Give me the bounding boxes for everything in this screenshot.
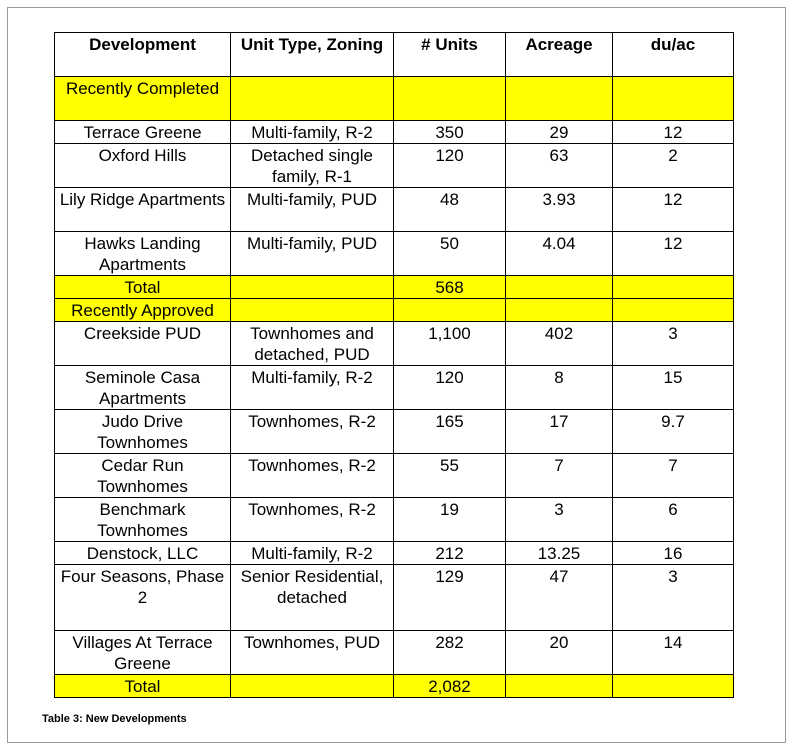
cell-unit-type: Townhomes, R-2 bbox=[231, 498, 394, 542]
table-row bbox=[55, 322, 734, 366]
cell-du-ac: 3 bbox=[613, 322, 734, 366]
cell-unit-type: Townhomes, PUD bbox=[231, 631, 394, 675]
cell-units: 55 bbox=[394, 454, 506, 498]
section-row-recently-approved bbox=[55, 299, 734, 322]
cell-unit-type: Senior Residential, detached bbox=[231, 565, 394, 631]
header-acreage: Acreage bbox=[506, 33, 613, 77]
table-row bbox=[55, 144, 734, 188]
total-label: Total bbox=[55, 276, 231, 299]
table-header-row bbox=[55, 33, 734, 77]
cell-du-ac: 16 bbox=[613, 542, 734, 565]
header-development: Development bbox=[55, 33, 231, 77]
cell-development: Lily Ridge Apartments bbox=[55, 188, 231, 232]
cell-units: 48 bbox=[394, 188, 506, 232]
header-unit-type-zoning: Unit Type, Zoning bbox=[231, 33, 394, 77]
table-row bbox=[55, 188, 734, 232]
table-row bbox=[55, 498, 734, 542]
total-row-recently-completed bbox=[55, 276, 734, 299]
cell-acreage: 63 bbox=[506, 144, 613, 188]
cell-development: Cedar Run Townhomes bbox=[55, 454, 231, 498]
cell-unit-type: Townhomes and detached, PUD bbox=[231, 322, 394, 366]
cell-acreage: 29 bbox=[506, 121, 613, 144]
cell-units: 212 bbox=[394, 542, 506, 565]
cell-unit-type: Townhomes, R-2 bbox=[231, 410, 394, 454]
cell-acreage: 17 bbox=[506, 410, 613, 454]
table-row bbox=[55, 454, 734, 498]
cell-acreage: 20 bbox=[506, 631, 613, 675]
cell-units: 165 bbox=[394, 410, 506, 454]
cell-units: 282 bbox=[394, 631, 506, 675]
cell-acreage: 8 bbox=[506, 366, 613, 410]
cell-development: Benchmark Townhomes bbox=[55, 498, 231, 542]
section-label: Recently Completed bbox=[55, 77, 231, 121]
cell-du-ac: 6 bbox=[613, 498, 734, 542]
cell-acreage: 3 bbox=[506, 498, 613, 542]
cell-development: Villages At Terrace Greene bbox=[55, 631, 231, 675]
cell-development: Judo Drive Townhomes bbox=[55, 410, 231, 454]
total-units: 2,082 bbox=[394, 675, 506, 698]
cell-development: Denstock, LLC bbox=[55, 542, 231, 565]
cell-units: 1,100 bbox=[394, 322, 506, 366]
header-units: # Units bbox=[394, 33, 506, 77]
cell-units: 120 bbox=[394, 366, 506, 410]
cell-du-ac: 14 bbox=[613, 631, 734, 675]
cell-units: 50 bbox=[394, 232, 506, 276]
cell-du-ac: 12 bbox=[613, 188, 734, 232]
table-row bbox=[55, 410, 734, 454]
cell-acreage: 13.25 bbox=[506, 542, 613, 565]
cell-unit-type: Multi-family, PUD bbox=[231, 232, 394, 276]
cell-du-ac: 9.7 bbox=[613, 410, 734, 454]
cell-units: 19 bbox=[394, 498, 506, 542]
total-label: Total bbox=[55, 675, 231, 698]
cell-development: Four Seasons, Phase 2 bbox=[55, 565, 231, 631]
table-row bbox=[55, 121, 734, 144]
cell-du-ac: 12 bbox=[613, 121, 734, 144]
section-row-recently-completed bbox=[55, 77, 734, 121]
cell-du-ac: 2 bbox=[613, 144, 734, 188]
cell-units: 120 bbox=[394, 144, 506, 188]
table-row bbox=[55, 565, 734, 631]
cell-unit-type: Detached single family, R-1 bbox=[231, 144, 394, 188]
cell-units: 129 bbox=[394, 565, 506, 631]
cell-du-ac: 7 bbox=[613, 454, 734, 498]
cell-development: Hawks Landing Apartments bbox=[55, 232, 231, 276]
table-row bbox=[55, 631, 734, 675]
table-row bbox=[55, 366, 734, 410]
total-units: 568 bbox=[394, 276, 506, 299]
cell-du-ac: 3 bbox=[613, 565, 734, 631]
cell-unit-type: Multi-family, R-2 bbox=[231, 121, 394, 144]
cell-du-ac: 12 bbox=[613, 232, 734, 276]
table-row bbox=[55, 542, 734, 565]
cell-units: 350 bbox=[394, 121, 506, 144]
cell-development: Creekside PUD bbox=[55, 322, 231, 366]
cell-acreage: 47 bbox=[506, 565, 613, 631]
table-row bbox=[55, 232, 734, 276]
cell-development: Seminole Casa Apartments bbox=[55, 366, 231, 410]
cell-acreage: 7 bbox=[506, 454, 613, 498]
section-label: Recently Approved bbox=[55, 299, 231, 322]
cell-unit-type: Townhomes, R-2 bbox=[231, 454, 394, 498]
table-caption: Table 3: New Developments bbox=[42, 713, 187, 725]
cell-unit-type: Multi-family, PUD bbox=[231, 188, 394, 232]
cell-acreage: 4.04 bbox=[506, 232, 613, 276]
cell-du-ac: 15 bbox=[613, 366, 734, 410]
header-du-ac: du/ac bbox=[613, 33, 734, 77]
cell-development: Terrace Greene bbox=[55, 121, 231, 144]
cell-unit-type: Multi-family, R-2 bbox=[231, 542, 394, 565]
developments-table bbox=[54, 32, 734, 698]
cell-acreage: 402 bbox=[506, 322, 613, 366]
cell-acreage: 3.93 bbox=[506, 188, 613, 232]
cell-development: Oxford Hills bbox=[55, 144, 231, 188]
total-row-recently-approved bbox=[55, 675, 734, 698]
cell-unit-type: Multi-family, R-2 bbox=[231, 366, 394, 410]
